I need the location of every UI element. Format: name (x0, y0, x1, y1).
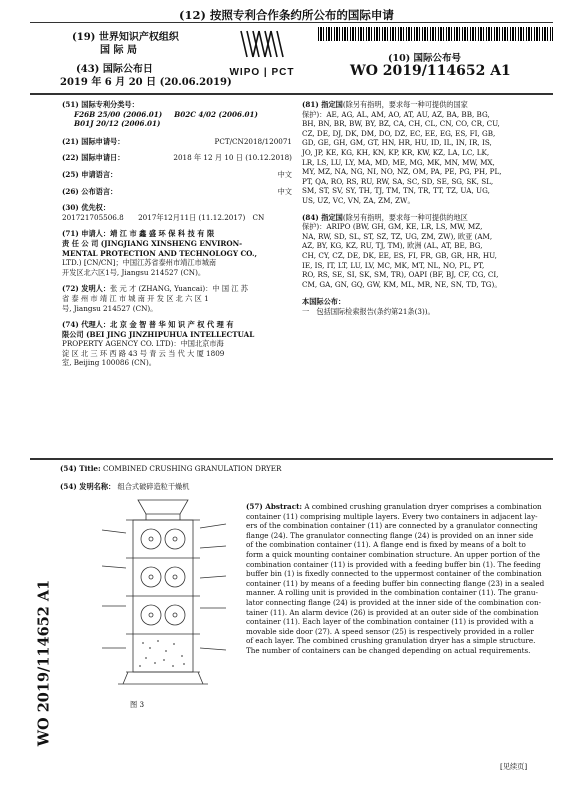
pub-lang: 中文 (277, 186, 292, 196)
designated-regional-line: NA, RW, SD, SL, ST, SZ, TZ, UG, ZM, ZW), 欧亚 (AM, (302, 231, 493, 241)
applicant-line: 靖 江 市 鑫 盛 环 保 科 技 有 限 (110, 229, 215, 239)
inventor-line: 省 泰 州 市 靖 江 市 城 南 开 发 区 北 六 区 1 (62, 293, 209, 303)
inventor-line: 张 元 才 (ZHANG, Yuancai)：中 国 江 苏 (110, 284, 248, 294)
designated-regional-label: (84) 指定国 (302, 212, 343, 222)
designated-national-line: JO, JP, KE, KG, KH, KN, KP, KR, KW, KZ, LA, LC, LK, (302, 147, 490, 157)
filing-date: 2018 年 12 月 10 日 (10.12.2018) (173, 153, 292, 163)
bureau: 国 际 局 (100, 45, 137, 56)
designated-national-line: LR, LS, LU, LY, MA, MD, ME, MG, MK, MN, MW, MX, (302, 157, 495, 167)
abstract-line: container (11) by means of a feeding buffer bin connecting flange (23) in a sealed (246, 578, 545, 588)
abstract-line: ers of the combination container (11) are connected by a granulator connecting (246, 521, 538, 531)
pub-date: 2019 年 6 月 20 日 (20.06.2019) (60, 77, 232, 88)
designated-regional-line: (除另有指明，要求每一种可提供的地区 (342, 212, 468, 222)
figure-drawing (88, 488, 238, 698)
abstract-line: A combined crushing granulation dryer comprises a combination (304, 502, 542, 511)
dryer-diagram-icon (88, 488, 238, 698)
agent-label: (74) 代理人： (62, 320, 111, 330)
abstract-line: tainer (11). An alarm device (26) is provided at an outer side of the combination (246, 607, 539, 617)
designated-national-line: GD, GE, GH, GM, GT, HN, HR, HU, ID, IL, IN, IR, IS, (302, 138, 492, 148)
abstract-label: (57) Abstract: (246, 502, 303, 511)
designated-national-line: SM, ST, SV, SY, TH, TJ, TM, TN, TR, TT, TZ, UA, UG, (302, 186, 490, 196)
abstract-line: of the combination container (11). A flange end is fixed by means of a bolt to (246, 540, 526, 550)
agent-line: 淀 区 北 三 环 西 路 43 号 青 云 当 代 大 厦 1809 (62, 348, 225, 358)
designated-regional-line: AZ, BY, KG, KZ, RU, TJ, TM), 欧洲 (AL, AT, BE, BG, (302, 241, 483, 251)
designated-regional-line: CM, GA, GN, GQ, GW, KM, ML, MR, NE, SN, TD, TG)。 (302, 279, 502, 289)
figure-caption: 图 3 (130, 700, 145, 709)
barcode-icon (318, 27, 553, 41)
abstract-line: flange (24). The granulator connecting flange (24) is provided on an inner side (246, 530, 534, 540)
lang-label: (25) 申请语言： (62, 169, 118, 179)
abstract-line: of each layer. The combined crushing granulation dryer has a simple structure. (246, 636, 536, 646)
abstract-line: The number of containers can be changed depending on actual requirements. (246, 645, 531, 655)
designated-regional-line: 保护)：ARIPO (BW, GH, GM, KE, LR, LS, MW, MZ, (302, 222, 483, 232)
header-bottom-rule (30, 93, 553, 95)
title-rule (30, 458, 553, 460)
title-en-label: (54) Title: (60, 464, 101, 473)
wipo-logo-icon (223, 27, 301, 79)
abstract-line: container (11). Each layer of the combination container (11) is provided with a (246, 617, 534, 627)
pub-no: WO 2019/114652 A1 (350, 63, 511, 79)
ipc-label: (51) 国际专利分类号： (62, 100, 139, 109)
designated-regional-line: RO, RS, SE, SI, SK, SM, TR), OAPI (BF, BJ, CF, CG, CI, (302, 270, 499, 280)
ipc-code: B02C 4/02 (2006.01) (174, 109, 258, 119)
title-zh-label: (54) 发明名称： (60, 482, 116, 491)
inventor-label: (72) 发明人： (62, 284, 111, 294)
filing-label: (22) 国际申请日： (62, 153, 125, 163)
pub-date-label: (43) 国际公布日 (76, 64, 153, 75)
agent-line: 室, Beijing 100086 (CN)。 (62, 358, 156, 368)
abstract-line: container (11) comprising multiple layers. Every two containers in adjacent lay- (246, 511, 538, 521)
abstract-line: buffer bin (1) is fixedly connected to the uppermost container of the combination (246, 569, 542, 579)
applicant-line: 开发区北六区1号, Jiangsu 214527 (CN)。 (62, 267, 206, 277)
published-label: 本国际公布： (302, 297, 346, 307)
designated-national-line: PT, QA, RO, RS, RU, RW, SA, SC, SD, SE, SG, SK, SL, (302, 176, 494, 186)
designated-national-line: (除另有指明，要求每一种可提供的国家 (342, 100, 468, 109)
logo-text: WIPO | PCT (229, 67, 295, 78)
app-no: PCT/CN2018/120071 (214, 136, 292, 146)
applicant-line: MENTAL PROTECTION AND TECHNOLOGY CO., (62, 248, 258, 258)
abstract-line: manner. A rolling unit is provided in the combination container (11). The granu- (246, 588, 538, 598)
agent-line: 限公司 (BEI JING JINZHIPUHUA INTELLECTUAL (62, 329, 255, 339)
abstract (246, 502, 554, 656)
designated-national-line: MY, MZ, NA, NG, NI, NO, NZ, OM, PA, PE, PG, PH, PL, (302, 167, 502, 177)
title-en-text: COMBINED CRUSHING GRANULATION DRYER (102, 464, 282, 473)
header-rule (30, 22, 553, 23)
designated-national-line: 保护)：AE, AG, AL, AM, AO, AT, AU, AZ, BA, BB, BG, (302, 109, 490, 119)
agent-line: PROPERTY AGENCY CO. LTD)：中国北京市海 (62, 339, 224, 349)
priority-label: (30) 优先权： (62, 203, 111, 213)
app-no-label: (21) 国际申请号： (62, 136, 125, 146)
lang: 中文 (277, 169, 292, 179)
biblio-right (302, 100, 554, 316)
see-next-page: [见续页] (500, 762, 528, 771)
designated-national-label: (81) 指定国 (302, 100, 343, 109)
pub-no-label: (10) 国际公布号 (388, 53, 462, 64)
applicant-line: 责 任 公 司 (JINGJIANG XINSHENG ENVIRON- (62, 238, 243, 248)
published-item: 一 包括国际检索报告(条约第21条(3))。 (302, 306, 435, 316)
priority: 201721705506.8 2017年12月11日 (11.12.2017) CN (62, 212, 265, 222)
org-line: (19) 世界知识产权组织 (72, 32, 179, 43)
side-publication-number (30, 579, 58, 747)
designated-national-line: US, UZ, VC, VN, ZA, ZM, ZW。 (302, 195, 415, 205)
designated-national-line: CZ, DE, DJ, DK, DM, DO, DZ, EC, EE, EG, ES, FI, GB, (302, 128, 496, 138)
ipc-code: B01J 20/12 (2006.01) (74, 119, 161, 129)
abstract-line: lator connecting flange (24) is provided at the inner side of the combination con- (246, 597, 542, 607)
ipc-code: F26B 25/00 (2006.01) (74, 109, 163, 119)
abstract-line: combination container (11) is provided with a feeding buffer bin (1). The feeding (246, 559, 541, 569)
side-publication-number-text: WO 2019/114652 A1 (35, 579, 53, 747)
inventor-line: 号, Jiangsu 214527 (CN)。 (62, 303, 158, 313)
abstract-line: form a quick mounting container combination structure. An upper portion of the (246, 549, 541, 559)
designated-regional-line: CH, CY, CZ, DE, DK, EE, ES, FI, FR, GB, GR, HR, HU, (302, 250, 497, 260)
designated-national-line: BH, BN, BR, BW, BY, BZ, CA, CH, CL, CN, CO, CR, CU, (302, 119, 500, 129)
applicant-line: LTD.) [CN/CN]；中国江苏省泰州市靖江市城南 (62, 258, 217, 268)
biblio-left (62, 100, 292, 368)
agent-line: 北 京 金 智 普 华 知 识 产 权 代 理 有 (110, 320, 234, 330)
designated-regional-line: IE, IS, IT, LT, LU, LV, MC, MK, MT, NL, NO, PL, PT, (302, 260, 485, 270)
document-title: (12) 按照专利合作条约所公布的国际申请 (179, 8, 394, 22)
pub-lang-label: (26) 公布语言： (62, 186, 118, 196)
title-zh-text: 组合式破碎造粒干燥机 (117, 482, 190, 491)
title-en (60, 464, 281, 474)
abstract-line: movable side door (27). A speed sensor (25) is respectively provided in a roller (246, 626, 534, 636)
applicant-label: (71) 申请人： (62, 229, 111, 239)
